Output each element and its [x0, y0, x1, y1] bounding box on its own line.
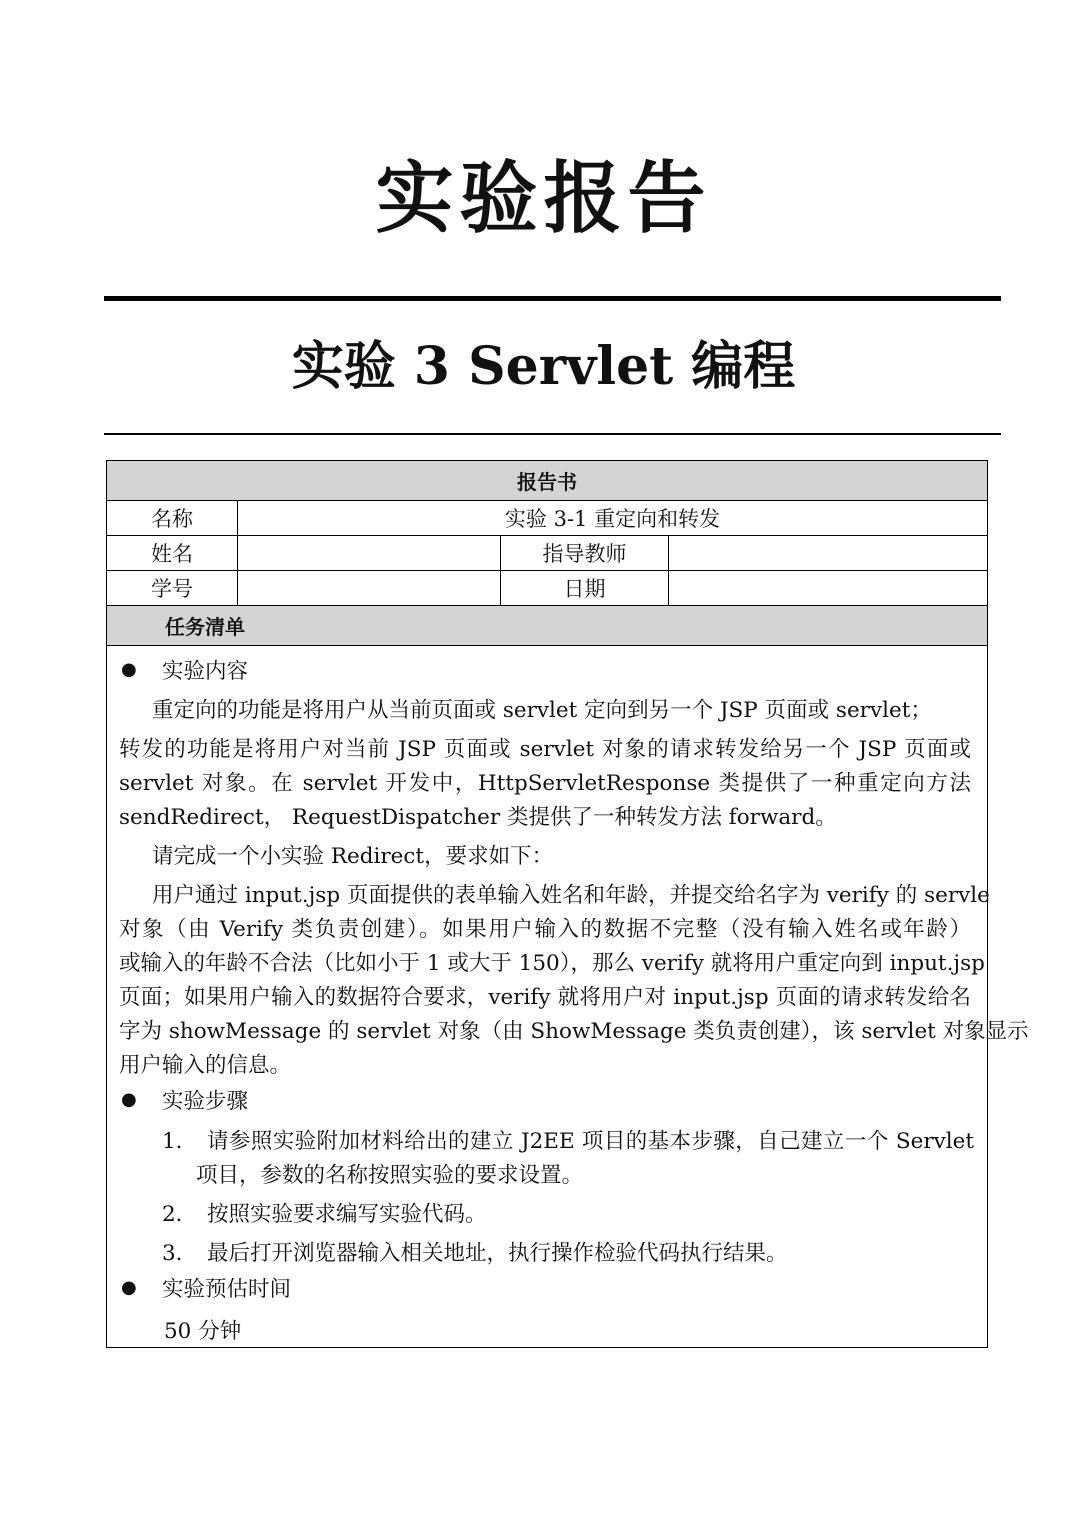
- paragraph-task-line: 用户通过 input.jsp 页面提供的表单输入姓名和年龄，并提交给名字为 verify 的 servle: [152, 883, 990, 908]
- paragraph-task-line: 用户输入的信息。: [119, 1053, 292, 1078]
- step-text: 最后打开浏览器输入相关地址，执行操作检验代码执行结果。: [207, 1241, 788, 1266]
- bullet-icon: ●: [121, 1088, 137, 1110]
- paragraph-request: 请完成一个小实验 Redirect，要求如下：: [152, 844, 554, 869]
- step-text: 项目，参数的名称按照实验的要求设置。: [196, 1163, 584, 1188]
- paragraph-task-line: 对象（由 Verify 类负责创建）。如果用户输入的数据不完整（没有输入姓名或年龄）: [119, 917, 971, 942]
- step-number: 2．: [162, 1202, 198, 1227]
- experiment-subtitle: [0, 338, 1087, 395]
- student-row: [107, 536, 987, 571]
- section-heading: 实验步骤: [162, 1088, 249, 1114]
- step-text: 请参照实验附加材料给出的建立 J2EE 项目的基本步骤，自己建立一个 Servlet: [207, 1129, 974, 1154]
- paragraph-task-line: 字为 showMessage 的 servlet 对象（由 ShowMessage 类负责创建），该 servlet 对象显示: [119, 1019, 1029, 1044]
- student-value: [238, 536, 501, 570]
- step-text: 按照实验要求编写实验代码。: [207, 1202, 487, 1227]
- subtitle-divider: [104, 433, 1001, 435]
- subtitle-prefix: 实验 3: [291, 336, 469, 397]
- task-header-row: [107, 606, 987, 646]
- student-label: 姓名: [107, 536, 238, 570]
- date-label: 日期: [501, 571, 669, 605]
- title-divider: [104, 296, 1001, 301]
- date-value: [669, 571, 987, 605]
- step-number: 3．: [162, 1241, 198, 1266]
- bullet-icon: ●: [121, 1276, 137, 1298]
- section-heading: 实验预估时间: [162, 1276, 292, 1302]
- document-title: 实验报告: [375, 154, 712, 244]
- id-row: [107, 571, 987, 606]
- step-number: 1．: [162, 1129, 198, 1154]
- subtitle-topic: Servlet 编程: [468, 336, 796, 397]
- bullet-icon: ●: [121, 658, 137, 680]
- id-label: 学号: [107, 571, 238, 605]
- paragraph-forward-line: sendRedirect， RequestDispatcher 类提供了一种转发方法 forward。: [119, 805, 837, 830]
- paragraph-task-line: 或输入的年龄不合法（比如小于 1 或大于 150），那么 verify 就将用户重定向到 input.jsp: [119, 951, 985, 976]
- report-table: [106, 460, 1029, 1348]
- estimated-duration: 50 分钟: [164, 1319, 242, 1344]
- report-section-title: 报告书: [517, 470, 577, 494]
- teacher-value: [669, 536, 987, 570]
- section-heading: 实验内容: [162, 658, 249, 684]
- paragraph-forward-line: servlet 对象。在 servlet 开发中，HttpServletResponse 类提供了一种重定向方法: [119, 771, 971, 796]
- name-label: 名称: [107, 501, 238, 535]
- name-row: [107, 501, 987, 536]
- paragraph-task-line: 页面；如果用户输入的数据符合要求，verify 就将用户对 input.jsp 页面的请求转发给名: [119, 985, 971, 1010]
- task-list-title: 任务清单: [165, 615, 245, 639]
- teacher-label: 指导教师: [501, 536, 669, 570]
- paragraph-forward-line: 转发的功能是将用户对当前 JSP 页面或 servlet 对象的请求转发给另一个 JSP 页面或: [119, 737, 971, 762]
- name-value: 实验 3-1 重定向和转发: [504, 507, 721, 531]
- report-header-row: [107, 461, 987, 501]
- paragraph-redirect: 重定向的功能是将用户从当前页面或 servlet 定向到另一个 JSP 页面或 servlet；: [152, 698, 932, 723]
- id-value: [238, 571, 501, 605]
